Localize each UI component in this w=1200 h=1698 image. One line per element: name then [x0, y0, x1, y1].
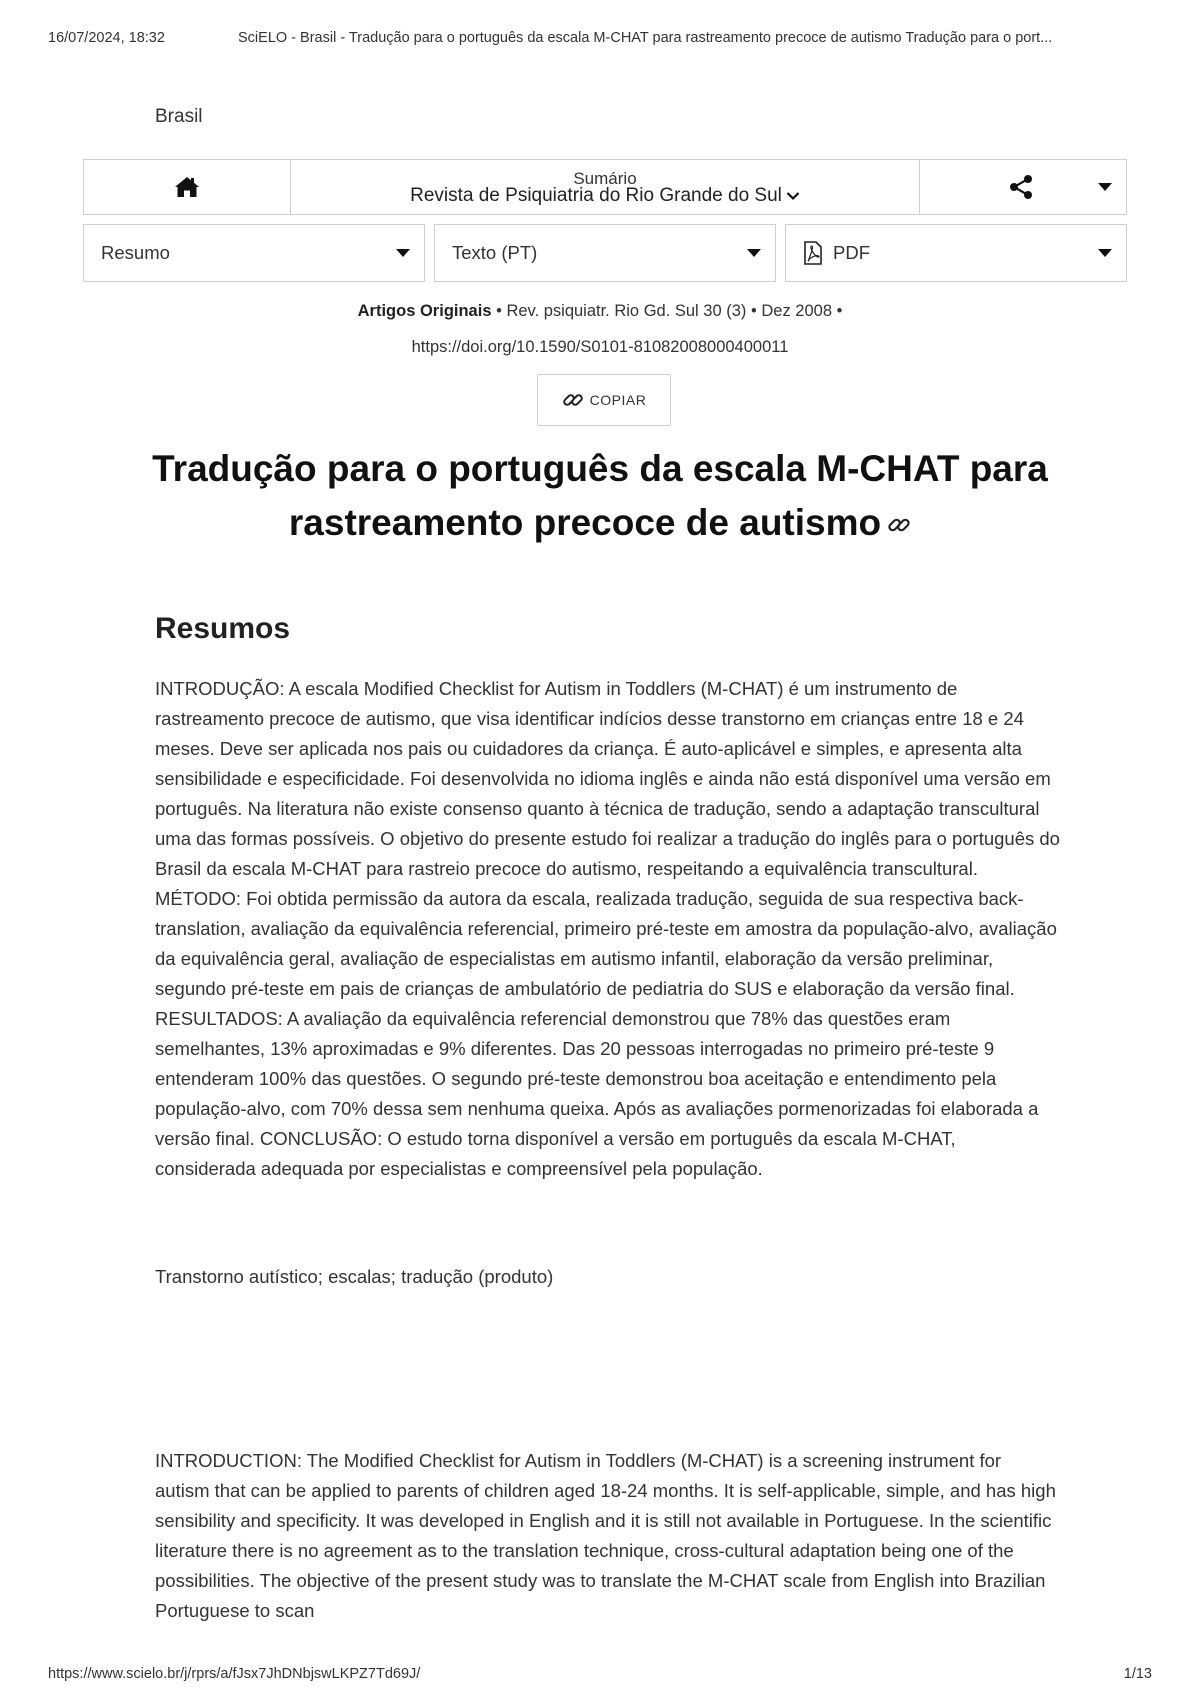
article-citation: • Rev. psiquiatr. Rio Gd. Sul 30 (3) • Dez 2008 • [491, 302, 843, 320]
summary-dropdown[interactable] [291, 160, 920, 214]
keywords-pt: Transtorno autístico; escalas; tradução (produto) [155, 1266, 554, 1287]
article-meta [0, 302, 1200, 321]
caret-down-icon [396, 249, 410, 257]
page-counter: 1/13 [1123, 1666, 1152, 1682]
pdf-file-icon [803, 241, 823, 265]
print-footer [48, 1666, 1152, 1682]
print-datetime: 16/07/2024, 18:32 [48, 30, 165, 46]
texto-dropdown[interactable] [434, 224, 776, 282]
permalink-icon[interactable] [887, 513, 911, 537]
brand-label[interactable]: Brasil [155, 106, 203, 127]
abstract-en: INTRODUCTION: The Modified Checklist for Autism in Toddlers (M-CHAT) is a screening instrument for autism that can be applied to parents of children aged 18-24 months. It is self-applicable, simple, and has high sensibility and specificity. It was developed in English and it is still not available in Portuguese. In the scientific literature there is no agreement as to the translation technique, cross-cultural adaptation being one of the possibilities. The objective of the present study was to translate the M-CHAT scale from English into Brazilian Portuguese to scan [155, 1450, 1056, 1621]
home-button[interactable] [84, 160, 291, 214]
caret-down-icon [1098, 183, 1112, 191]
pdf-dropdown[interactable] [785, 224, 1127, 282]
print-url: https://www.scielo.br/j/rprs/a/fJsx7JhDNbjswLKPZ7Td69J/ [48, 1666, 421, 1682]
copy-label: COPIAR [589, 392, 647, 408]
chevron-down-icon [786, 191, 800, 201]
print-page-title: SciELO - Brasil - Tradução para o português da escala M-CHAT para rastreamento precoce de autismo Tradução para o port... [238, 30, 1053, 46]
resumo-dropdown[interactable] [83, 224, 425, 282]
share-icon [1008, 174, 1034, 200]
article-section: Artigos Originais [357, 302, 492, 320]
journal-nav-bar [83, 159, 1127, 215]
pdf-label: PDF [833, 242, 870, 263]
summary-label: Sumário [573, 169, 637, 188]
caret-down-icon [747, 249, 761, 257]
link-icon [562, 389, 584, 411]
texto-label: Texto (PT) [452, 242, 538, 263]
article-title [120, 442, 1080, 550]
article-doi[interactable]: https://doi.org/10.1590/S0101-81082008000400011 [411, 338, 789, 356]
caret-down-icon [1098, 249, 1112, 257]
abstracts-heading: Resumos [155, 612, 291, 645]
journal-name: Revista de Psiquiatria do Rio Grande do Sul [410, 185, 782, 206]
article-title-text: Tradução para o português da escala M-CHAT para rastreamento precoce de autismo [152, 448, 1048, 543]
resumo-label: Resumo [101, 242, 170, 263]
article-tools-bar [83, 224, 1127, 282]
copy-doi-button[interactable] [537, 374, 671, 426]
print-header [48, 30, 1152, 46]
abstract-pt: INTRODUÇÃO: A escala Modified Checklist for Autism in Toddlers (M-CHAT) é um instrumento de rastreamento precoce de autismo, que visa identificar indícios desse transtorno em crianças entre 18 e 24 meses. Deve ser aplicada nos pais ou cuidadores da criança. É auto-aplicável e simples, e apresenta alta sensibilidade e especificidade. Foi desenvolvida no idioma inglês e ainda não está disponível uma versão em português. Na literatura não existe consenso quanto à técnica de tradução, sendo a adaptação transcultural uma das formas possíveis. O objetivo do presente estudo foi realizar a tradução do inglês para o português do Brasil da escala M-CHAT para rastreio precoce do autismo, respeitando a equivalência transcultural. MÉTODO: Foi obtida permissão da autora da escala, realizada tradução, seguida de sua respectiva back-translation, avaliação da equivalência referencial, primeiro pré-teste em amostra da população-alvo, avaliação da equivalência geral, avaliação de especialistas em autismo infantil, elaboração da versão preliminar, segundo pré-teste em pais de crianças de ambulatório de pediatria do SUS e elaboração da versão final. RESULTADOS: A avaliação da equivalência referencial demonstrou que 78% das questões eram semelhantes, 13% aproximadas e 9% diferentes. Das 20 pessoas interrogadas no primeiro pré-teste 9 entenderam 100% das questões. O segundo pré-teste demonstrou boa aceitação e entendimento pela população-alvo, com 70% dessa sem nenhuma queixa. Após as avaliações pormenorizadas foi elaborada a versão final. CONCLUSÃO: O estudo torna disponível a versão em português da escala M-CHAT, considerada adequada por especialistas e compreensível pela população. [155, 678, 1060, 1179]
home-icon [174, 175, 200, 199]
share-button[interactable] [920, 160, 1126, 214]
